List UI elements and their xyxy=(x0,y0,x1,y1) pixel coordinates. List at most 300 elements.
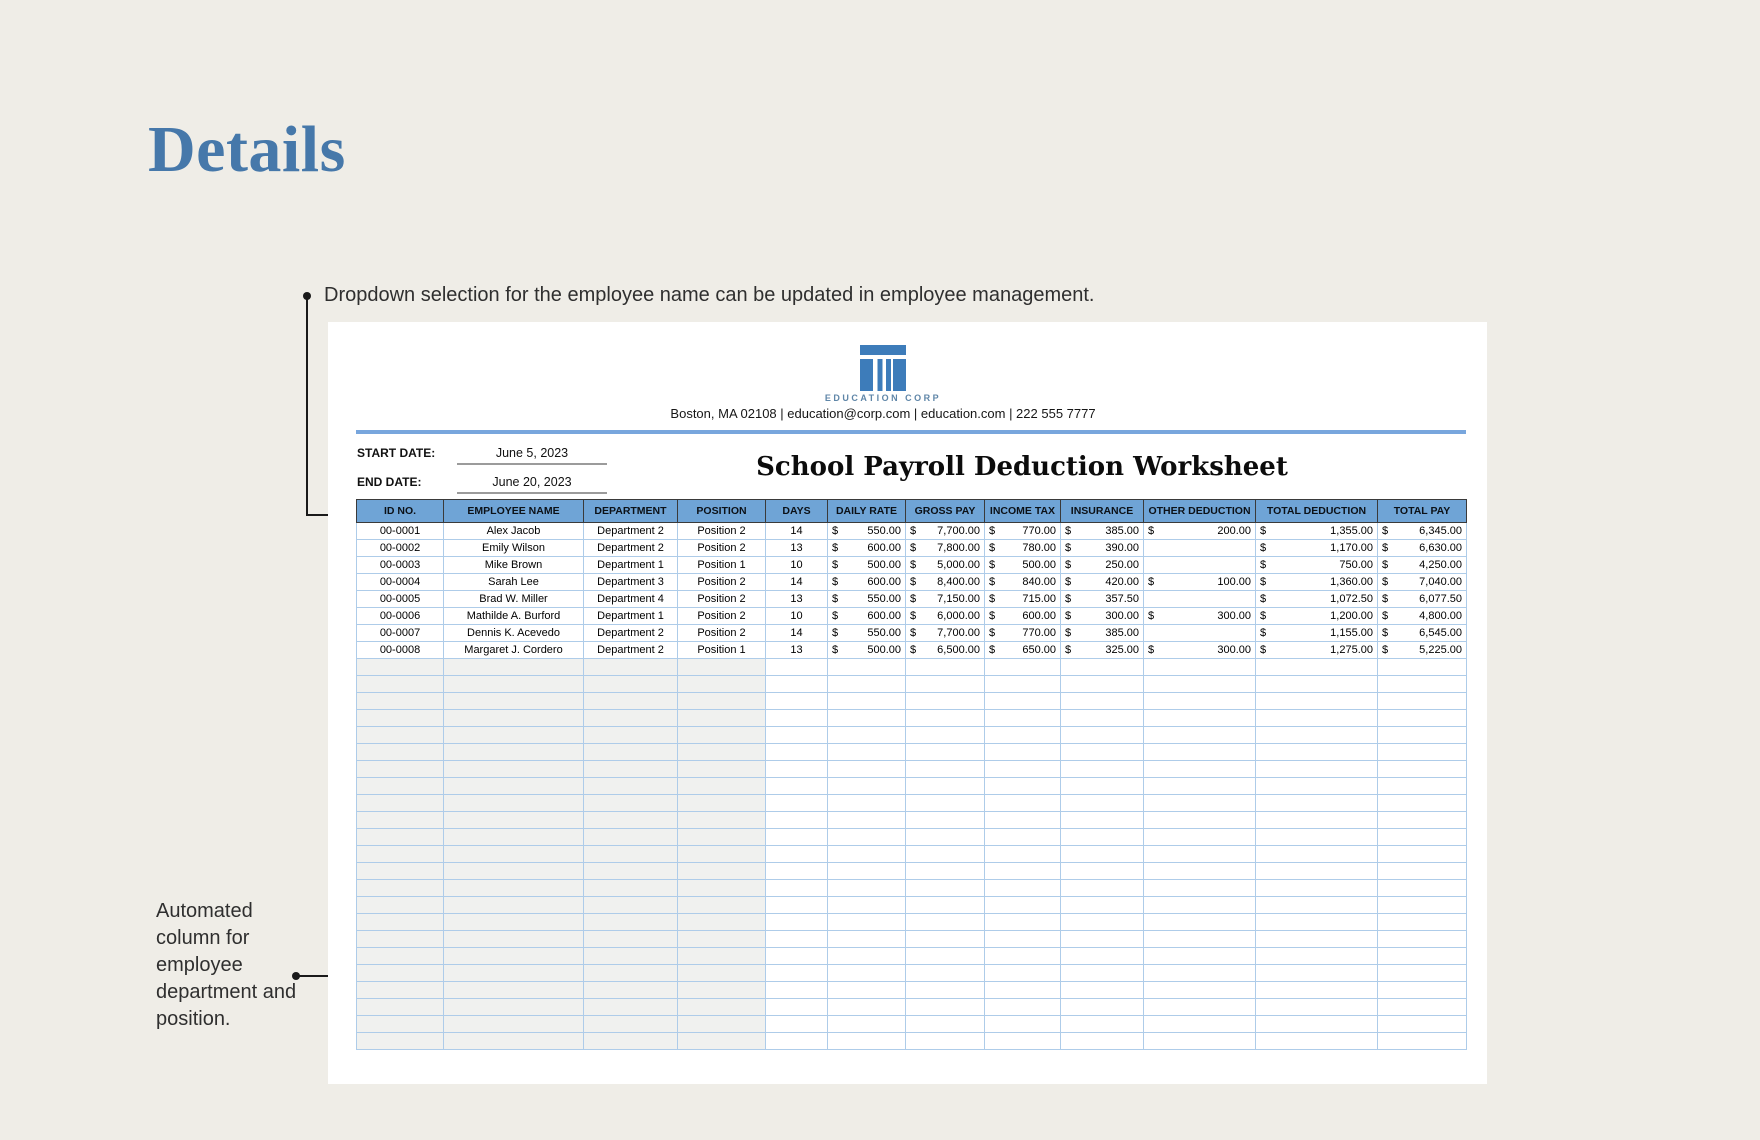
table-cell[interactable] xyxy=(1256,897,1378,914)
table-cell[interactable] xyxy=(985,863,1061,880)
table-cell[interactable] xyxy=(766,931,828,948)
table-cell[interactable] xyxy=(906,863,985,880)
table-cell[interactable]: Position 2 xyxy=(678,625,766,642)
table-cell[interactable] xyxy=(584,710,678,727)
table-cell[interactable] xyxy=(828,557,906,574)
table-cell[interactable]: Brad W. Miller xyxy=(444,591,584,608)
table-cell[interactable] xyxy=(444,795,584,812)
table-cell[interactable] xyxy=(584,999,678,1016)
table-cell[interactable] xyxy=(985,982,1061,999)
table-cell[interactable] xyxy=(1144,659,1256,676)
table-cell[interactable] xyxy=(584,676,678,693)
table-cell[interactable] xyxy=(444,948,584,965)
table-cell[interactable] xyxy=(1061,880,1144,897)
table-cell[interactable]: 00-0002 xyxy=(357,540,444,557)
table-cell[interactable] xyxy=(1144,557,1256,574)
table-cell[interactable] xyxy=(1144,863,1256,880)
table-cell[interactable] xyxy=(766,693,828,710)
table-cell[interactable] xyxy=(357,1033,444,1050)
table-cell[interactable]: 13 xyxy=(766,642,828,659)
table-cell[interactable] xyxy=(828,795,906,812)
table-cell[interactable] xyxy=(985,693,1061,710)
table-cell[interactable] xyxy=(678,931,766,948)
table-cell[interactable] xyxy=(444,761,584,778)
table-cell[interactable] xyxy=(1144,523,1256,540)
table-cell[interactable] xyxy=(1256,1016,1378,1033)
table-cell[interactable] xyxy=(357,744,444,761)
table-cell[interactable] xyxy=(1256,591,1378,608)
table-cell[interactable] xyxy=(1378,523,1467,540)
table-cell[interactable] xyxy=(766,744,828,761)
table-cell[interactable] xyxy=(1378,829,1467,846)
table-cell[interactable] xyxy=(678,676,766,693)
table-cell[interactable] xyxy=(1061,523,1144,540)
table-cell[interactable]: 00-0008 xyxy=(357,642,444,659)
table-cell[interactable] xyxy=(906,1033,985,1050)
table-cell[interactable] xyxy=(444,999,584,1016)
table-cell[interactable] xyxy=(444,727,584,744)
table-cell[interactable] xyxy=(906,642,985,659)
table-cell[interactable] xyxy=(1144,914,1256,931)
table-cell[interactable] xyxy=(1256,982,1378,999)
table-cell[interactable] xyxy=(444,829,584,846)
table-cell[interactable] xyxy=(444,846,584,863)
table-cell[interactable] xyxy=(1144,897,1256,914)
column-header-total-pay[interactable]: TOTAL PAY xyxy=(1378,500,1467,523)
table-cell[interactable] xyxy=(1378,710,1467,727)
table-cell[interactable] xyxy=(1256,761,1378,778)
table-cell[interactable] xyxy=(828,710,906,727)
table-cell[interactable] xyxy=(1144,625,1256,642)
table-cell[interactable] xyxy=(678,897,766,914)
table-cell[interactable] xyxy=(828,1033,906,1050)
table-cell[interactable] xyxy=(678,948,766,965)
table-cell[interactable] xyxy=(584,761,678,778)
table-cell[interactable] xyxy=(985,999,1061,1016)
table-cell[interactable] xyxy=(766,727,828,744)
table-cell[interactable] xyxy=(678,1016,766,1033)
table-cell[interactable] xyxy=(828,1016,906,1033)
table-cell[interactable] xyxy=(584,914,678,931)
table-cell[interactable] xyxy=(906,608,985,625)
table-cell[interactable] xyxy=(357,965,444,982)
table-cell[interactable] xyxy=(906,676,985,693)
table-cell[interactable] xyxy=(906,659,985,676)
table-cell[interactable] xyxy=(1256,931,1378,948)
table-cell[interactable] xyxy=(1256,863,1378,880)
table-cell[interactable] xyxy=(828,523,906,540)
table-cell[interactable] xyxy=(1061,982,1144,999)
table-cell[interactable] xyxy=(985,574,1061,591)
table-cell[interactable] xyxy=(444,710,584,727)
table-cell[interactable] xyxy=(828,608,906,625)
table-cell[interactable]: 10 xyxy=(766,557,828,574)
table-cell[interactable] xyxy=(906,982,985,999)
table-cell[interactable] xyxy=(906,761,985,778)
table-cell[interactable] xyxy=(1378,642,1467,659)
table-cell[interactable] xyxy=(906,965,985,982)
table-cell[interactable] xyxy=(1378,761,1467,778)
table-cell[interactable] xyxy=(444,863,584,880)
table-cell[interactable] xyxy=(766,812,828,829)
table-cell[interactable] xyxy=(985,795,1061,812)
table-cell[interactable] xyxy=(1256,642,1378,659)
table-cell[interactable] xyxy=(444,914,584,931)
table-cell[interactable]: 00-0006 xyxy=(357,608,444,625)
table-cell[interactable] xyxy=(1378,574,1467,591)
table-cell[interactable] xyxy=(1144,608,1256,625)
table-cell[interactable] xyxy=(985,914,1061,931)
table-cell[interactable] xyxy=(1378,591,1467,608)
table-cell[interactable] xyxy=(1144,931,1256,948)
table-cell[interactable] xyxy=(1378,778,1467,795)
table-cell[interactable] xyxy=(584,982,678,999)
table-cell[interactable] xyxy=(828,778,906,795)
table-cell[interactable] xyxy=(828,863,906,880)
table-cell[interactable] xyxy=(1144,1033,1256,1050)
table-cell[interactable] xyxy=(985,897,1061,914)
table-cell[interactable] xyxy=(357,659,444,676)
table-cell[interactable] xyxy=(1256,965,1378,982)
table-cell[interactable] xyxy=(1378,863,1467,880)
table-cell[interactable] xyxy=(766,659,828,676)
table-cell[interactable] xyxy=(828,982,906,999)
table-cell[interactable]: Position 2 xyxy=(678,574,766,591)
table-cell[interactable] xyxy=(1061,999,1144,1016)
table-cell[interactable] xyxy=(766,880,828,897)
table-cell[interactable]: 13 xyxy=(766,540,828,557)
table-cell[interactable] xyxy=(828,948,906,965)
table-cell[interactable] xyxy=(766,863,828,880)
table-cell[interactable]: Position 1 xyxy=(678,642,766,659)
table-cell[interactable] xyxy=(1256,625,1378,642)
table-cell[interactable] xyxy=(828,625,906,642)
table-cell[interactable] xyxy=(828,897,906,914)
table-cell[interactable] xyxy=(766,897,828,914)
table-cell[interactable]: 00-0005 xyxy=(357,591,444,608)
column-header-insurance[interactable]: INSURANCE xyxy=(1061,500,1144,523)
column-header-daily-rate[interactable]: DAILY RATE xyxy=(828,500,906,523)
table-cell[interactable] xyxy=(1061,778,1144,795)
table-cell[interactable] xyxy=(828,591,906,608)
table-cell[interactable] xyxy=(1061,1033,1144,1050)
table-cell[interactable]: Department 2 xyxy=(584,642,678,659)
table-cell[interactable]: Department 2 xyxy=(584,625,678,642)
column-header-employee-name[interactable]: EMPLOYEE NAME xyxy=(444,500,584,523)
table-cell[interactable]: 14 xyxy=(766,625,828,642)
table-cell[interactable] xyxy=(828,812,906,829)
column-header-id-no[interactable]: ID NO. xyxy=(357,500,444,523)
table-cell[interactable] xyxy=(1144,744,1256,761)
table-cell[interactable]: 00-0003 xyxy=(357,557,444,574)
table-cell[interactable] xyxy=(357,863,444,880)
table-cell[interactable] xyxy=(985,1033,1061,1050)
table-cell[interactable] xyxy=(678,795,766,812)
table-cell[interactable] xyxy=(985,540,1061,557)
table-cell[interactable] xyxy=(1144,693,1256,710)
table-cell[interactable] xyxy=(906,557,985,574)
table-cell[interactable] xyxy=(1256,608,1378,625)
table-cell[interactable] xyxy=(766,676,828,693)
table-cell[interactable] xyxy=(357,676,444,693)
table-cell[interactable] xyxy=(678,829,766,846)
table-cell[interactable] xyxy=(1378,608,1467,625)
table-cell[interactable] xyxy=(1256,829,1378,846)
table-cell[interactable] xyxy=(766,795,828,812)
table-cell[interactable] xyxy=(357,761,444,778)
table-cell[interactable] xyxy=(1061,625,1144,642)
table-cell[interactable] xyxy=(1256,778,1378,795)
table-cell[interactable] xyxy=(1144,812,1256,829)
table-cell[interactable] xyxy=(985,931,1061,948)
table-cell[interactable] xyxy=(357,846,444,863)
table-cell[interactable] xyxy=(766,999,828,1016)
table-cell[interactable] xyxy=(1061,574,1144,591)
table-cell[interactable] xyxy=(444,1016,584,1033)
table-cell[interactable] xyxy=(1144,846,1256,863)
table-cell[interactable] xyxy=(828,999,906,1016)
table-cell[interactable] xyxy=(584,846,678,863)
table-cell[interactable] xyxy=(828,659,906,676)
table-cell[interactable] xyxy=(1144,880,1256,897)
table-cell[interactable] xyxy=(444,982,584,999)
table-cell[interactable] xyxy=(678,982,766,999)
table-cell[interactable] xyxy=(906,846,985,863)
table-cell[interactable] xyxy=(1378,999,1467,1016)
column-header-department[interactable]: DEPARTMENT xyxy=(584,500,678,523)
table-cell[interactable] xyxy=(444,676,584,693)
table-cell[interactable] xyxy=(1144,982,1256,999)
table-cell[interactable] xyxy=(766,982,828,999)
table-cell[interactable] xyxy=(828,574,906,591)
table-cell[interactable] xyxy=(444,693,584,710)
table-cell[interactable] xyxy=(1378,897,1467,914)
table-cell[interactable] xyxy=(1378,1033,1467,1050)
table-cell[interactable] xyxy=(985,523,1061,540)
table-cell[interactable] xyxy=(1061,744,1144,761)
table-cell[interactable] xyxy=(906,591,985,608)
table-cell[interactable] xyxy=(1144,642,1256,659)
table-cell[interactable] xyxy=(1378,880,1467,897)
table-cell[interactable] xyxy=(357,829,444,846)
table-cell[interactable] xyxy=(1378,727,1467,744)
table-cell[interactable] xyxy=(1256,880,1378,897)
table-cell[interactable]: Position 2 xyxy=(678,540,766,557)
table-cell[interactable] xyxy=(444,897,584,914)
table-cell[interactable] xyxy=(1144,1016,1256,1033)
table-cell[interactable] xyxy=(678,710,766,727)
table-cell[interactable] xyxy=(584,744,678,761)
table-cell[interactable] xyxy=(906,540,985,557)
table-cell[interactable] xyxy=(1256,948,1378,965)
table-cell[interactable] xyxy=(985,965,1061,982)
table-cell[interactable] xyxy=(1061,914,1144,931)
table-cell[interactable]: 00-0004 xyxy=(357,574,444,591)
table-cell[interactable] xyxy=(357,880,444,897)
table-cell[interactable]: 00-0007 xyxy=(357,625,444,642)
table-cell[interactable] xyxy=(1256,1033,1378,1050)
table-cell[interactable] xyxy=(766,846,828,863)
table-cell[interactable] xyxy=(1256,812,1378,829)
table-cell[interactable] xyxy=(985,846,1061,863)
table-cell[interactable] xyxy=(1061,1016,1144,1033)
table-cell[interactable] xyxy=(1061,557,1144,574)
table-cell[interactable] xyxy=(1378,540,1467,557)
table-cell[interactable] xyxy=(828,931,906,948)
table-cell[interactable] xyxy=(678,880,766,897)
table-cell[interactable] xyxy=(1061,608,1144,625)
table-cell[interactable] xyxy=(906,710,985,727)
table-cell[interactable] xyxy=(985,880,1061,897)
table-cell[interactable] xyxy=(1061,846,1144,863)
table-cell[interactable] xyxy=(584,1033,678,1050)
table-cell[interactable]: Department 1 xyxy=(584,557,678,574)
table-cell[interactable] xyxy=(1378,744,1467,761)
table-cell[interactable]: 10 xyxy=(766,608,828,625)
table-cell[interactable] xyxy=(444,880,584,897)
table-cell[interactable]: Position 2 xyxy=(678,591,766,608)
table-cell[interactable] xyxy=(1378,1016,1467,1033)
table-cell[interactable] xyxy=(1061,727,1144,744)
table-cell[interactable] xyxy=(584,948,678,965)
table-cell[interactable]: 14 xyxy=(766,574,828,591)
table-cell[interactable] xyxy=(1061,931,1144,948)
table-cell[interactable] xyxy=(906,727,985,744)
table-cell[interactable] xyxy=(1144,676,1256,693)
table-cell[interactable] xyxy=(1378,557,1467,574)
table-cell[interactable] xyxy=(1061,591,1144,608)
column-header-days[interactable]: DAYS xyxy=(766,500,828,523)
table-cell[interactable] xyxy=(1256,846,1378,863)
table-cell[interactable]: Alex Jacob xyxy=(444,523,584,540)
table-cell[interactable] xyxy=(985,812,1061,829)
table-cell[interactable] xyxy=(1144,574,1256,591)
table-cell[interactable] xyxy=(357,710,444,727)
table-cell[interactable] xyxy=(828,846,906,863)
table-cell[interactable] xyxy=(828,829,906,846)
table-cell[interactable] xyxy=(1061,948,1144,965)
table-cell[interactable] xyxy=(357,982,444,999)
column-header-position[interactable]: POSITION xyxy=(678,500,766,523)
table-cell[interactable] xyxy=(906,914,985,931)
table-cell[interactable] xyxy=(1144,540,1256,557)
table-cell[interactable] xyxy=(1144,999,1256,1016)
table-cell[interactable] xyxy=(828,642,906,659)
table-cell[interactable] xyxy=(357,948,444,965)
table-cell[interactable] xyxy=(1256,727,1378,744)
table-cell[interactable] xyxy=(906,948,985,965)
table-cell[interactable] xyxy=(906,778,985,795)
table-cell[interactable] xyxy=(985,744,1061,761)
table-cell[interactable] xyxy=(985,659,1061,676)
table-cell[interactable] xyxy=(1061,642,1144,659)
table-cell[interactable] xyxy=(1256,744,1378,761)
table-cell[interactable] xyxy=(1061,829,1144,846)
table-cell[interactable] xyxy=(985,948,1061,965)
table-cell[interactable]: Department 1 xyxy=(584,608,678,625)
table-cell[interactable] xyxy=(828,540,906,557)
table-cell[interactable] xyxy=(985,1016,1061,1033)
table-cell[interactable] xyxy=(828,693,906,710)
table-cell[interactable] xyxy=(584,795,678,812)
table-cell[interactable] xyxy=(1256,676,1378,693)
table-cell[interactable] xyxy=(678,1033,766,1050)
table-cell[interactable] xyxy=(906,625,985,642)
table-cell[interactable] xyxy=(357,778,444,795)
table-cell[interactable] xyxy=(1378,659,1467,676)
table-cell[interactable] xyxy=(357,727,444,744)
table-cell[interactable] xyxy=(1061,761,1144,778)
table-cell[interactable] xyxy=(444,812,584,829)
table-cell[interactable] xyxy=(444,931,584,948)
table-cell[interactable] xyxy=(906,523,985,540)
table-cell[interactable] xyxy=(828,965,906,982)
table-cell[interactable] xyxy=(678,659,766,676)
table-cell[interactable] xyxy=(1061,710,1144,727)
table-cell[interactable] xyxy=(1256,557,1378,574)
table-cell[interactable] xyxy=(678,999,766,1016)
table-cell[interactable] xyxy=(1378,795,1467,812)
table-cell[interactable] xyxy=(1378,965,1467,982)
table-cell[interactable] xyxy=(766,761,828,778)
table-cell[interactable] xyxy=(584,727,678,744)
table-cell[interactable] xyxy=(985,557,1061,574)
table-cell[interactable] xyxy=(828,880,906,897)
table-cell[interactable] xyxy=(1256,710,1378,727)
table-cell[interactable] xyxy=(1144,761,1256,778)
table-cell[interactable] xyxy=(678,727,766,744)
table-cell[interactable] xyxy=(766,778,828,795)
table-cell[interactable] xyxy=(584,693,678,710)
table-cell[interactable] xyxy=(444,744,584,761)
table-cell[interactable] xyxy=(1061,812,1144,829)
table-cell[interactable] xyxy=(766,1016,828,1033)
table-cell[interactable] xyxy=(985,761,1061,778)
table-cell[interactable] xyxy=(1256,914,1378,931)
table-cell[interactable]: 14 xyxy=(766,523,828,540)
table-cell[interactable] xyxy=(444,659,584,676)
table-cell[interactable] xyxy=(678,744,766,761)
table-cell[interactable] xyxy=(906,999,985,1016)
table-cell[interactable] xyxy=(1378,931,1467,948)
table-cell[interactable] xyxy=(766,948,828,965)
column-header-income-tax[interactable]: INCOME TAX xyxy=(985,500,1061,523)
table-cell[interactable] xyxy=(828,914,906,931)
table-cell[interactable] xyxy=(678,846,766,863)
table-cell[interactable] xyxy=(584,965,678,982)
table-cell[interactable]: Margaret J. Cordero xyxy=(444,642,584,659)
table-cell[interactable] xyxy=(906,744,985,761)
table-cell[interactable] xyxy=(1378,812,1467,829)
table-cell[interactable] xyxy=(985,710,1061,727)
table-cell[interactable]: Position 2 xyxy=(678,523,766,540)
table-cell[interactable] xyxy=(985,676,1061,693)
table-cell[interactable] xyxy=(1378,625,1467,642)
table-cell[interactable] xyxy=(906,693,985,710)
table-cell[interactable] xyxy=(1378,982,1467,999)
table-cell[interactable] xyxy=(357,914,444,931)
table-cell[interactable] xyxy=(1061,540,1144,557)
table-cell[interactable] xyxy=(1256,999,1378,1016)
table-cell[interactable] xyxy=(1061,676,1144,693)
table-cell[interactable] xyxy=(584,931,678,948)
table-cell[interactable] xyxy=(357,931,444,948)
table-cell[interactable] xyxy=(1061,863,1144,880)
table-cell[interactable] xyxy=(678,812,766,829)
table-cell[interactable] xyxy=(1144,829,1256,846)
table-cell[interactable] xyxy=(678,761,766,778)
table-cell[interactable]: Department 2 xyxy=(584,540,678,557)
